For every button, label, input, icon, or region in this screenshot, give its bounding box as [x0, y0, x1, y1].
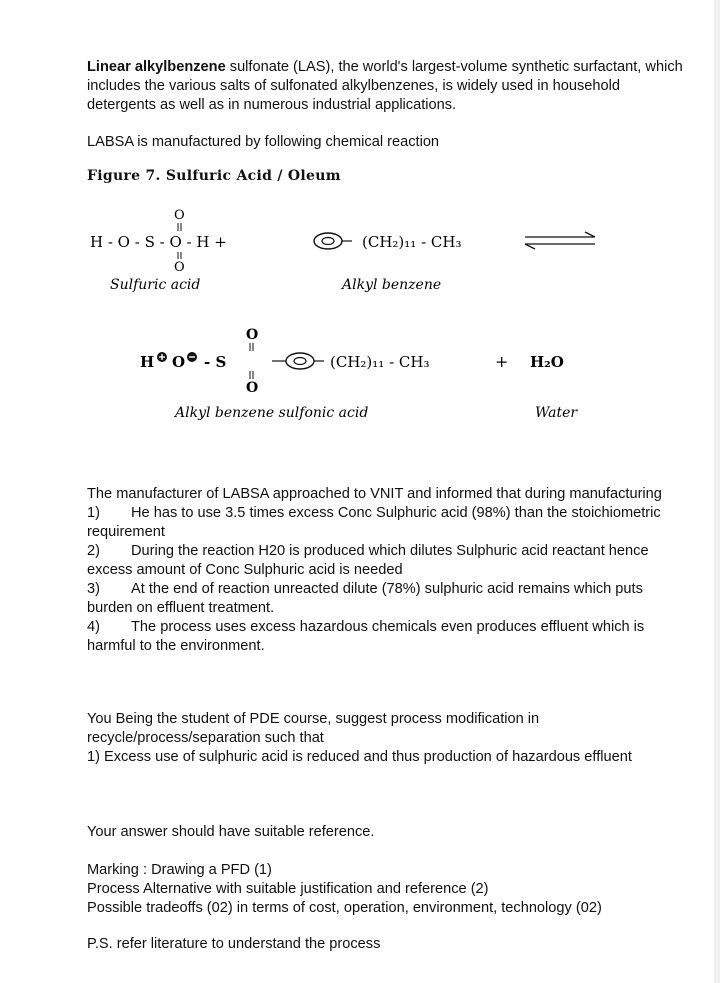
point-item: 4) The process uses excess hazardous chemicals even produces effluent which is harmful to the environment.	[87, 619, 645, 654]
negative-charge-icon	[187, 352, 197, 362]
water-formula: H₂O	[530, 353, 564, 371]
manufacturer-intro: The manufacturer of LABSA approached to VNIT and informed that during manufacturing	[87, 486, 662, 502]
point-item: 3) At the end of reaction unreacted dilute (78%) sulphuric acid remains which puts burden on effluent treatment.	[87, 581, 643, 616]
sulfuric-acid-label: Sulfuric acid	[110, 277, 201, 293]
reactant-formula: H - O - S - O - H +	[90, 233, 227, 251]
water-label: Water	[535, 405, 578, 421]
positive-charge-icon	[157, 352, 167, 362]
task-section	[87, 710, 687, 767]
marking-line: Possible tradeoffs (02) in terms of cost, operation, environment, technology (02)	[87, 900, 602, 916]
manufacture-line: LABSA is manufactured by following chemical reaction	[87, 134, 440, 150]
product-plus: +	[495, 352, 509, 371]
oxygen-top: O	[174, 208, 185, 223]
equilibrium-arrow-icon	[525, 232, 595, 249]
product-chain-formula: (CH₂)₁₁ - CH₃	[330, 353, 430, 371]
point-item: 1) He has to use 3.5 times excess Conc Sulphuric acid (98%) than the stoichiometric requirement	[87, 505, 661, 540]
benzene-ring-icon	[314, 233, 352, 249]
product-label: Alkyl benzene sulfonic acid	[175, 405, 369, 421]
product-oxygen-top: O	[246, 327, 259, 343]
oxygen-bottom: O	[174, 260, 185, 275]
product-benzene-ring-icon	[272, 353, 324, 369]
ps-line: P.S. refer literature to understand the process	[87, 936, 381, 952]
reference-section	[87, 823, 687, 842]
task-intro: You Being the student of PDE course, suggest process modification in recycle/process/separation such that	[87, 711, 540, 746]
marking-line: Marking : Drawing a PFD (1)	[87, 862, 272, 878]
figure-title: Figure 7. Sulfuric Acid / Oleum	[87, 168, 341, 184]
product-oxygen-bottom: O	[246, 380, 259, 396]
intro-lead: Linear alkylbenzene	[87, 59, 226, 75]
marking-section	[87, 861, 687, 918]
intro-section	[87, 58, 687, 152]
marking-line: Process Alternative with suitable justification and reference (2)	[87, 881, 489, 897]
product-sulfur: - S	[204, 353, 227, 371]
product-hydrogen: H	[140, 353, 155, 371]
point-item: 2) During the reaction H20 is produced which dilutes Sulphuric acid reactant hence excess amount of Conc Sulphuric acid is needed	[87, 543, 649, 578]
page-edge	[714, 0, 720, 983]
reference-line: Your answer should have suitable reference.	[87, 824, 375, 840]
alkyl-benzene-label: Alkyl benzene	[342, 277, 442, 293]
reaction-diagram	[80, 195, 640, 430]
alkyl-chain-formula: (CH₂)₁₁ - CH₃	[362, 233, 462, 251]
manufacturer-section	[87, 485, 687, 656]
ps-section	[87, 935, 687, 954]
intro-text: sulfonate (LAS), the world's largest-volume synthetic surfactant, which includes the various salts of sulfonated alkylbenzenes, is widely used in household detergents as well as in numerous industrial applications.	[87, 59, 683, 113]
product-oxygen: O	[172, 353, 186, 371]
intro-paragraph	[87, 58, 687, 115]
task-item: 1) Excess use of sulphuric acid is reduced and thus production of hazardous effluent	[87, 749, 632, 765]
